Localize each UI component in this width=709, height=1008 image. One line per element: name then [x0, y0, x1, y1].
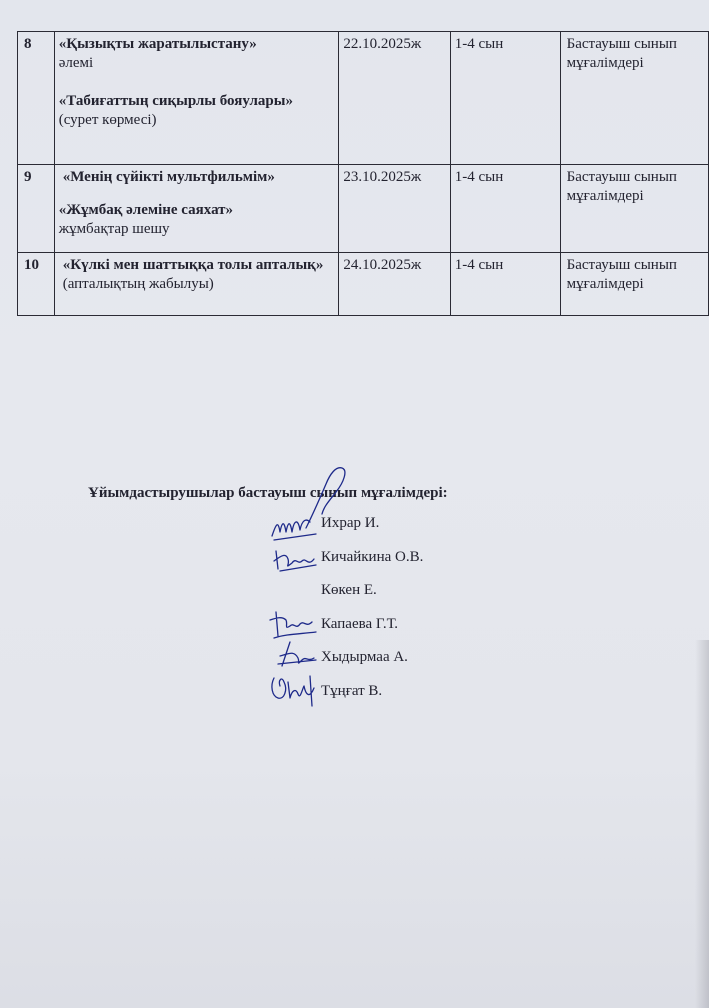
event-text: жұмбақтар шешу: [58, 221, 170, 237]
event-title: «Табиғаттың сиқырлы бояулары»: [58, 93, 293, 109]
events-table: [17, 31, 709, 316]
row-number: 8: [18, 32, 55, 165]
event-title: «Менің сүйікті мультфильмім»: [62, 169, 275, 185]
organizer-name: Тұңғат В.: [321, 682, 383, 699]
event-cell: [54, 165, 339, 253]
grades-cell: 1-4 сын: [450, 165, 560, 253]
organizers-heading: Ұйымдастырушылар бастауыш сынып мұғалімдері:: [88, 485, 448, 501]
event-cell: [54, 253, 339, 316]
organizer-name: Ихрар И.: [321, 515, 380, 531]
event-title: «Жұмбақ әлеміне саяхат»: [58, 202, 234, 218]
event-title: «Күлкі мен шаттыққа толы апталық»: [62, 257, 324, 273]
organizer-name: Хыдырмаа А.: [321, 649, 408, 665]
organizer-name: Капаева Г.Т.: [321, 615, 399, 632]
grades-cell: 1-4 сын: [450, 32, 560, 165]
signature-kichaikina: [270, 545, 322, 575]
organizer-name: Көкен Е.: [321, 582, 377, 598]
organizer-name: Кичайкина О.В.: [321, 548, 424, 565]
table-row: [18, 165, 709, 253]
event-text: әлемі: [58, 55, 94, 71]
signature-hydyrmaa: [272, 638, 322, 670]
date-cell: 24.10.2025ж: [339, 253, 450, 316]
date-cell: 23.10.2025ж: [339, 165, 450, 253]
table-row: [18, 253, 709, 316]
responsible-cell: Бастауыш сынып мұғалімдері: [560, 253, 708, 316]
row-number: 10: [18, 253, 55, 316]
signature-ihrar: [268, 510, 324, 544]
row-number: 9: [18, 165, 55, 253]
date-cell: 22.10.2025ж: [339, 32, 450, 165]
signature-kapaeva: [266, 608, 322, 642]
responsible-cell: Бастауыш сынып мұғалімдері: [560, 32, 708, 165]
organizer-list: [321, 514, 423, 715]
event-text: (апталықтың жабылуы): [62, 276, 214, 292]
page-edge-shadow: [695, 640, 709, 1008]
event-title: «Қызықты жаратылыстану»: [58, 36, 257, 52]
responsible-cell: Бастауыш сынып мұғалімдері: [560, 165, 708, 253]
signature-tungat: [266, 672, 326, 708]
table-row: [18, 32, 709, 165]
grades-cell: 1-4 сын: [450, 253, 560, 316]
event-cell: [54, 32, 339, 165]
event-text: (сурет көрмесі): [58, 112, 157, 128]
